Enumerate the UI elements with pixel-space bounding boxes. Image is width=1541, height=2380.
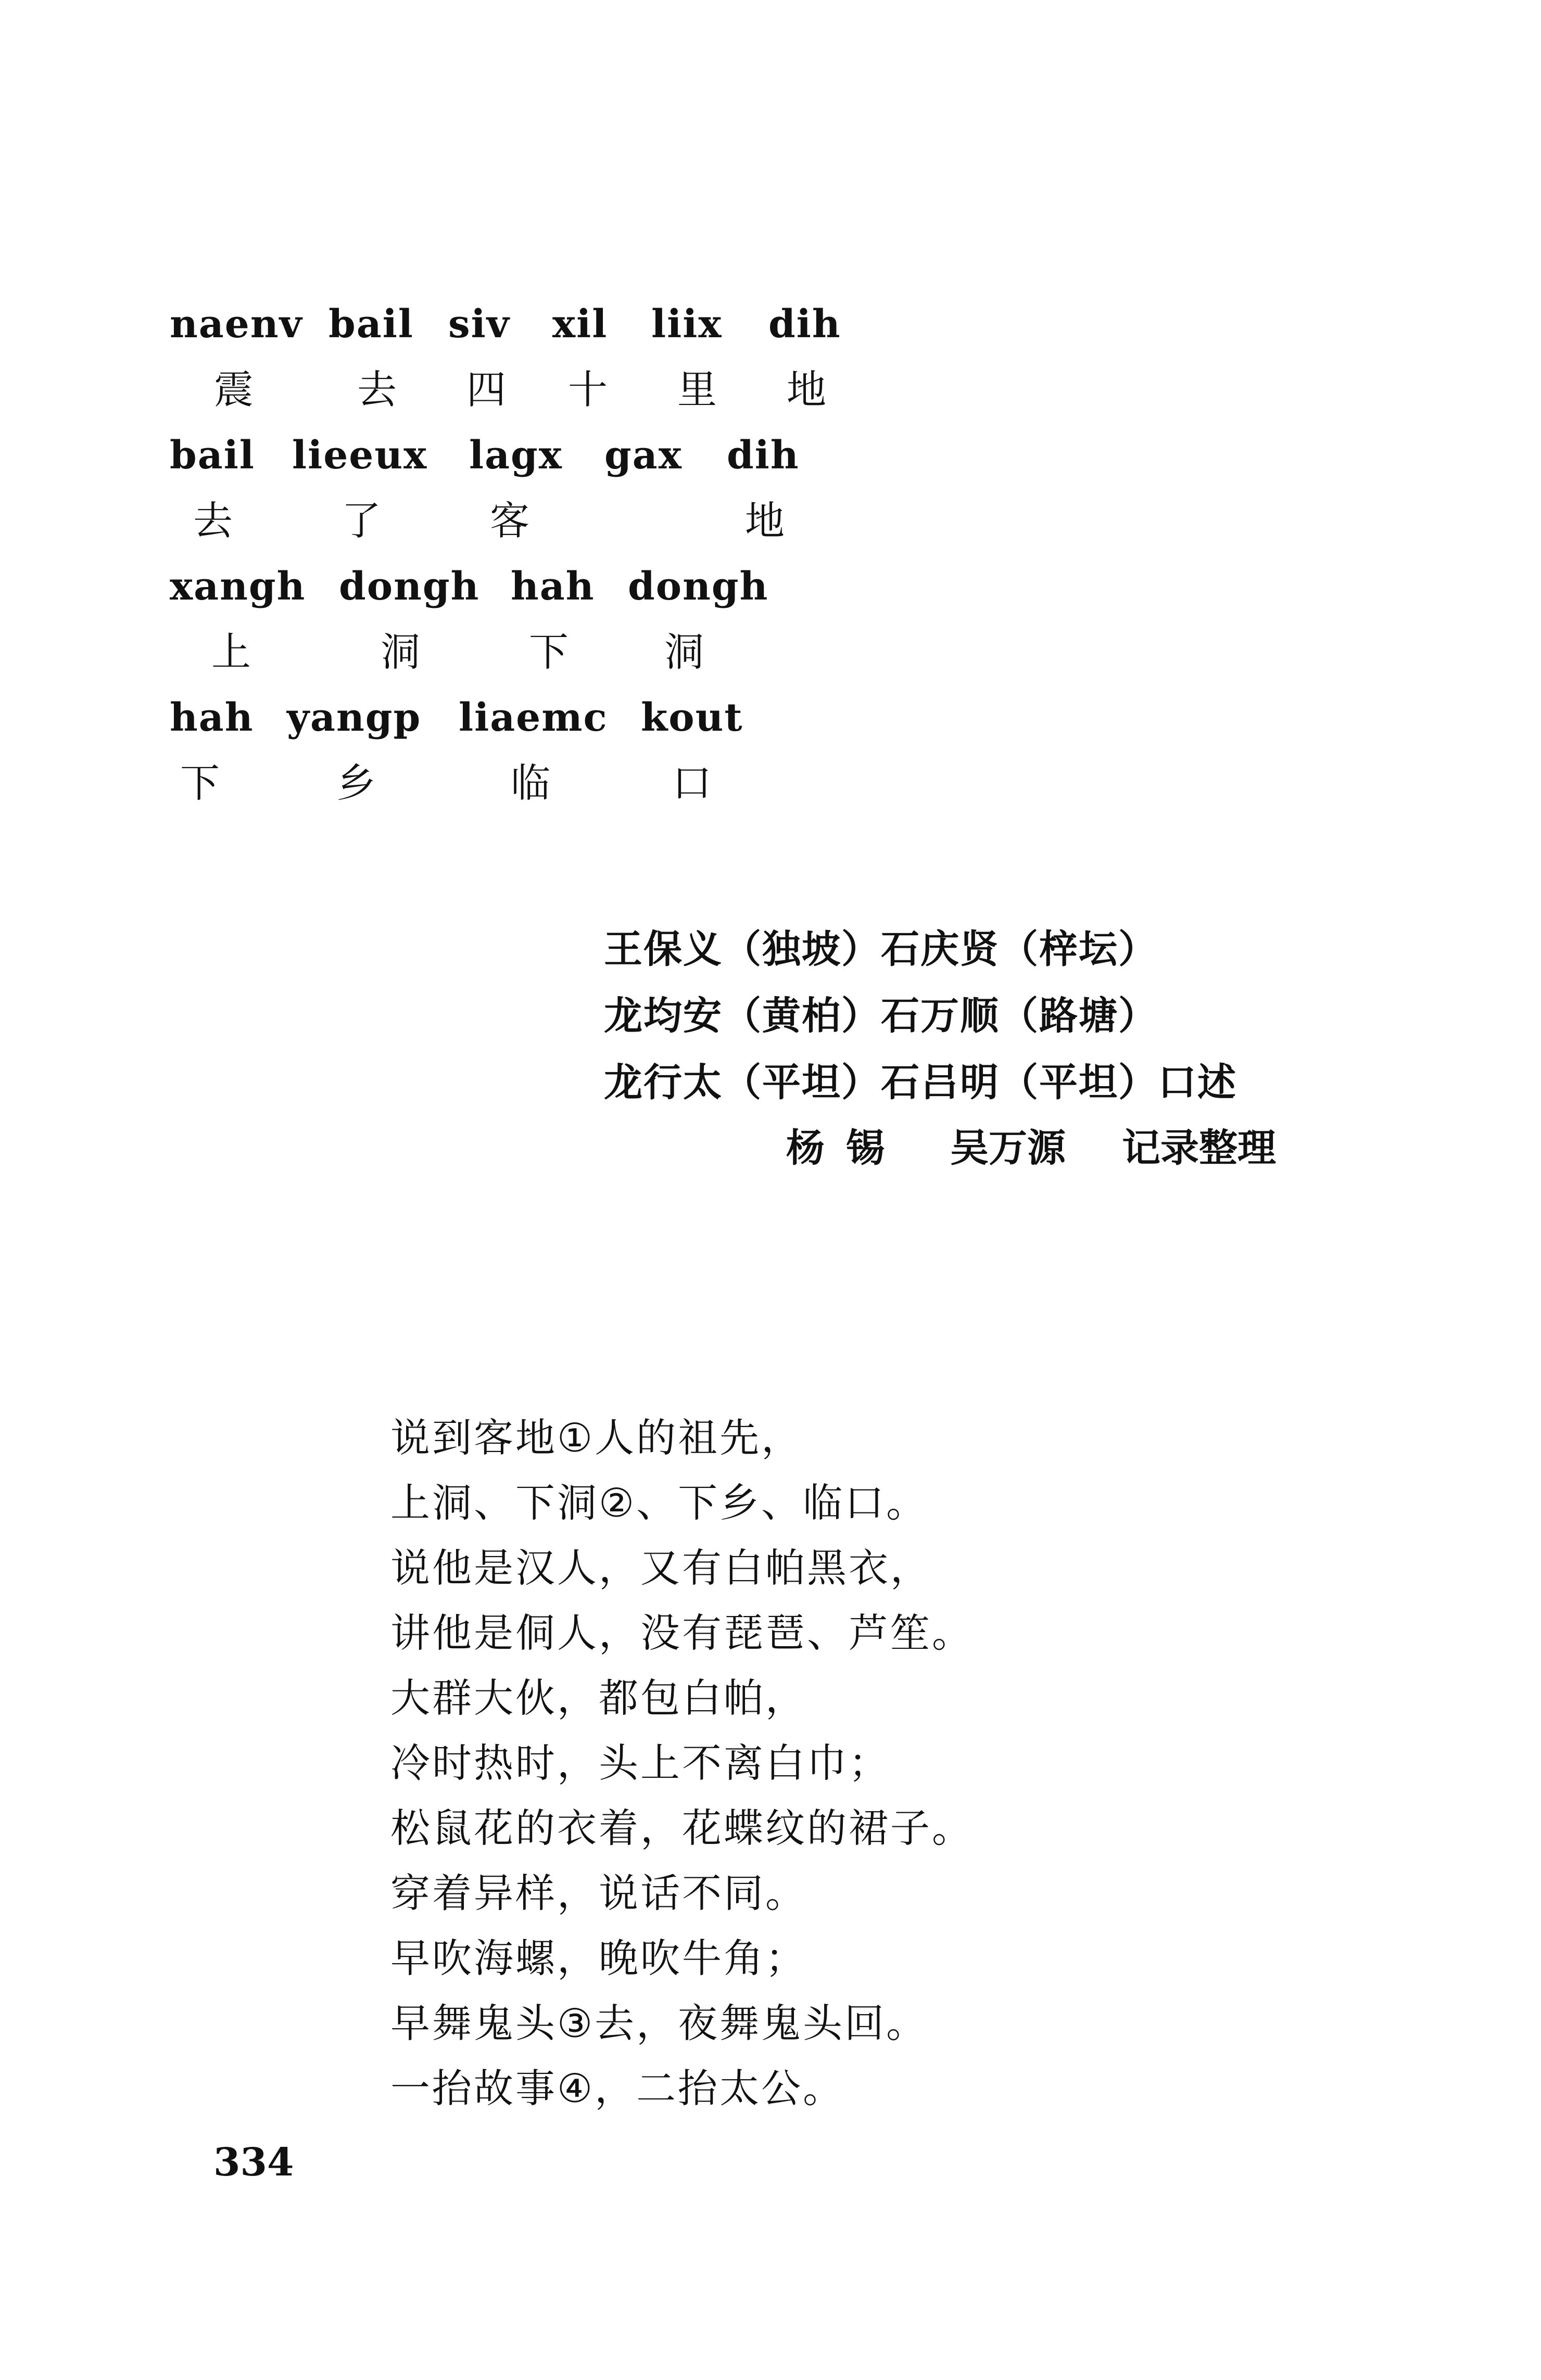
recorder-name-part: 杨 [786, 1126, 825, 1170]
gloss-word: 里 [677, 366, 717, 413]
gloss-word: 临 [511, 760, 550, 806]
gloss-word: 四 [466, 366, 506, 413]
gloss-word: 十 [568, 366, 608, 413]
poem-line: 说到客地①人的祖先， [390, 1415, 803, 1461]
credit-line: 龙均安（黄柏）石万顺（路塘） [604, 994, 1158, 1038]
gloss-word: 了 [342, 498, 381, 544]
poem-line: 一抬故事④，二抬太公。 [390, 2065, 845, 2111]
poem-line: 松鼠花的衣着，花蝶纹的裙子。 [390, 1805, 974, 1851]
gloss-word: xil [552, 302, 608, 347]
gloss-word: 去 [193, 498, 233, 544]
poem-line: 上洞、下洞②、下乡、临口。 [390, 1480, 928, 1526]
gloss-word: 口 [672, 760, 712, 806]
gloss-word: naenv [170, 302, 303, 347]
recorder-role: 记录整理 [1122, 1126, 1276, 1170]
gloss-word: xangh [170, 564, 306, 609]
gloss-word: 客 [490, 498, 529, 544]
gloss-word: 上 [211, 629, 251, 675]
gloss-word: 乡 [336, 760, 376, 806]
gloss-word: dih [727, 433, 800, 478]
gloss-word: dih [768, 302, 841, 347]
gloss-line-hanzi [170, 619, 951, 685]
gloss-word: bail [170, 433, 255, 478]
gloss-word: hah [170, 695, 254, 740]
interlinear-gloss [170, 291, 951, 816]
gloss-word: hah [511, 564, 595, 609]
narrator-credits [604, 916, 1333, 1116]
gloss-line-hanzi [170, 488, 951, 554]
poem-line: 早舞鬼头③去，夜舞鬼头回。 [390, 2000, 928, 2046]
gloss-line-romanized [170, 554, 951, 619]
gloss-line-romanized [170, 291, 951, 357]
gloss-word: lieeux [292, 433, 428, 478]
gloss-word: bail [329, 302, 414, 347]
gloss-word: 震 [214, 366, 254, 413]
gloss-word: dongh [628, 564, 769, 609]
poem-line: 穿着异样，说话不同。 [390, 1870, 807, 1916]
gloss-word: liaemc [459, 695, 608, 740]
gloss-line-hanzi [170, 357, 951, 423]
poem-line: 讲他是侗人，没有琵琶、芦笙。 [390, 1610, 974, 1656]
poem-text [390, 1405, 1223, 2121]
gloss-word: liix [651, 302, 723, 347]
poem-line: 冷时热时，头上不离白巾； [390, 1740, 890, 1786]
gloss-word: 地 [745, 498, 785, 544]
recorder-name-part: 锡 [846, 1126, 885, 1170]
gloss-word: siv [448, 302, 510, 347]
gloss-word: 洞 [381, 629, 420, 675]
gloss-line-romanized [170, 685, 951, 750]
poem-line: 早吹海螺，晚吹牛角； [390, 1935, 807, 1981]
gloss-word: 去 [357, 366, 397, 413]
gloss-word: 下 [180, 760, 220, 806]
gloss-word: kout [641, 695, 743, 740]
gloss-word: 下 [529, 629, 569, 675]
gloss-line-romanized [170, 423, 951, 488]
gloss-line-hanzi [170, 750, 951, 816]
credit-line: 王保义（独坡）石庆贤（梓坛） [604, 927, 1158, 972]
credit-line: 龙行太（平坦）石吕明（平坦）口述 [604, 1060, 1237, 1105]
recorder-credits [786, 1115, 1276, 1181]
poem-line: 大群大伙，都包白帕， [390, 1675, 807, 1721]
gloss-word: 洞 [664, 629, 704, 675]
gloss-word: yangp [287, 695, 422, 740]
gloss-word: 地 [787, 366, 826, 413]
page-number: 334 [213, 2140, 294, 2185]
gloss-word: dongh [339, 564, 480, 609]
poem-line: 说他是汉人，又有白帕黑衣， [390, 1545, 932, 1591]
recorder-name: 吴万源 [950, 1126, 1066, 1170]
gloss-word: gax [604, 433, 683, 478]
gloss-word: lagx [469, 433, 563, 478]
